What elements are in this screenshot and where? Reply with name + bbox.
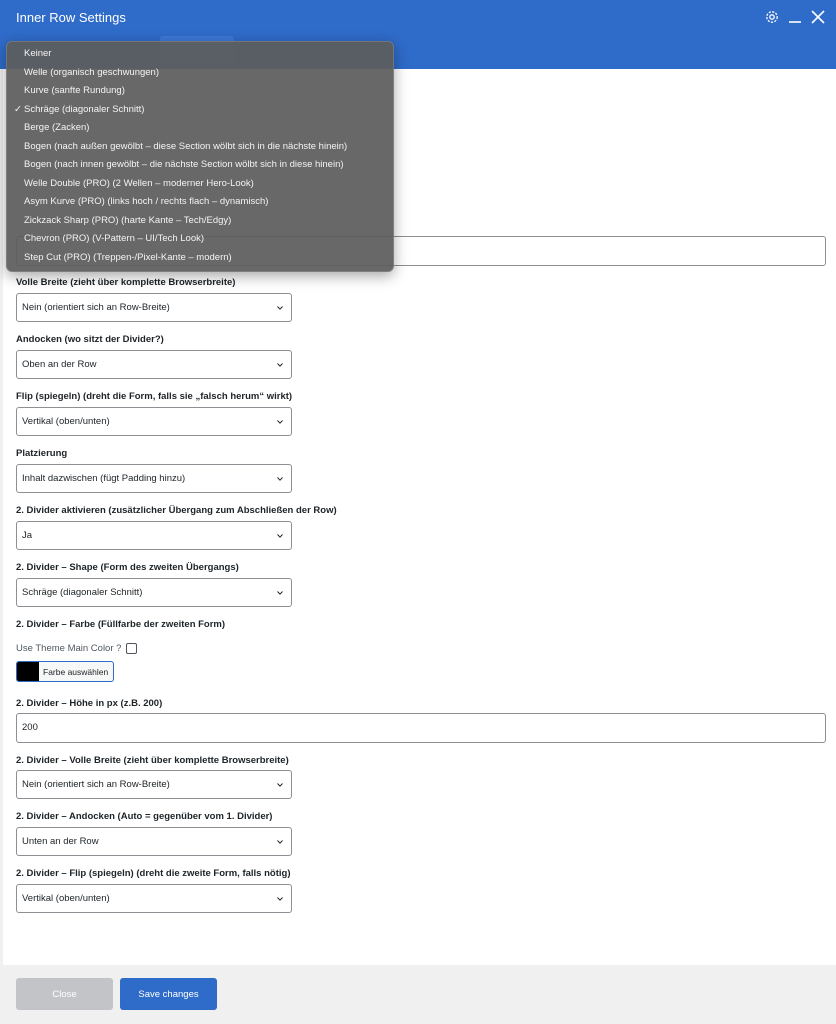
- divider2-shape-label: 2. Divider – Shape (Form des zweiten Übergangs): [16, 562, 239, 573]
- divider2-flip-value: Vertikal (oben/unten): [22, 893, 110, 904]
- shape-dropdown-menu: [6, 41, 394, 272]
- divider2-enable-value: Ja: [22, 530, 33, 541]
- dropdown-option[interactable]: Berge (Zacken): [24, 122, 90, 133]
- dropdown-option[interactable]: Asym Kurve (PRO) (links hoch / rechts flach – dynamisch): [24, 196, 269, 207]
- divider2-height-value: 200: [22, 722, 38, 733]
- dropdown-option[interactable]: Bogen (nach außen gewölbt – diese Section wölbt sich in die nächste hinein): [24, 140, 348, 152]
- chevron-down-icon: [277, 782, 283, 788]
- minimize-icon[interactable]: [788, 9, 802, 25]
- panel-left-border: [0, 69, 3, 1024]
- theme-color-checkbox[interactable]: [126, 643, 137, 654]
- placement-value: Inhalt dazwischen (fügt Padding hinzu): [22, 473, 186, 484]
- chevron-down-icon: [277, 590, 283, 596]
- full-width-value: Nein (orientiert sich an Row-Breite): [22, 302, 170, 313]
- divider2-color-label: 2. Divider – Farbe (Füllfarbe der zweiten Form): [16, 619, 226, 630]
- dropdown-option-selected[interactable]: ✓ Schräge (diagonaler Schnitt): [7, 101, 393, 119]
- divider2-flip-label: 2. Divider – Flip (spiegeln) (dreht die zweite Form, falls nötig): [16, 868, 291, 879]
- chevron-down-icon: [277, 896, 283, 902]
- dropdown-option[interactable]: Step Cut (PRO) (Treppen-/Pixel-Kante – modern): [24, 251, 232, 263]
- divider2-full-width-select[interactable]: [16, 770, 292, 799]
- divider2-height-input[interactable]: [16, 713, 826, 743]
- color-swatch: [17, 662, 39, 681]
- chevron-down-icon: [277, 305, 283, 311]
- placement-label: Platzierung: [16, 448, 68, 459]
- divider2-dock-select[interactable]: [16, 827, 292, 856]
- gear-icon[interactable]: [764, 9, 780, 25]
- theme-color-row: [16, 643, 137, 654]
- dock-value: Oben an der Row: [22, 359, 97, 370]
- dropdown-option[interactable]: Welle Double (PRO) (2 Wellen – moderner Hero-Look): [24, 177, 254, 189]
- chevron-down-icon: [277, 362, 283, 368]
- divider2-enable-select[interactable]: [16, 521, 292, 550]
- divider2-shape-select[interactable]: [16, 578, 292, 607]
- divider2-shape-value: Schräge (diagonaler Schnitt): [22, 587, 143, 598]
- full-width-select[interactable]: [16, 293, 292, 322]
- chevron-down-icon: [277, 839, 283, 845]
- dropdown-option[interactable]: Chevron (PRO) (V-Pattern – UI/Tech Look): [24, 233, 205, 244]
- color-picker-label: Farbe auswählen: [43, 666, 109, 677]
- divider2-full-width-value: Nein (orientiert sich an Row-Breite): [22, 779, 170, 790]
- checkmark-icon: ✓: [14, 103, 22, 115]
- dock-label: Andocken (wo sitzt der Divider?): [16, 334, 164, 345]
- dock-select[interactable]: [16, 350, 292, 379]
- flip-select[interactable]: [16, 407, 292, 436]
- chevron-down-icon: [277, 476, 283, 482]
- divider2-enable-label: 2. Divider aktivieren (zusätzlicher Übergang zum Abschließen der Row): [16, 505, 337, 516]
- chevron-down-icon: [277, 533, 283, 539]
- dropdown-option[interactable]: Welle (organisch geschwungen): [24, 66, 160, 78]
- divider2-height-label: 2. Divider – Höhe in px (z.B. 200): [16, 698, 163, 709]
- dropdown-option[interactable]: Bogen (nach innen gewölbt – die nächste Section wölbt sich in diese hinein): [24, 159, 344, 170]
- divider2-dock-label: 2. Divider – Andocken (Auto = gegenüber vom 1. Divider): [16, 811, 273, 822]
- dropdown-option[interactable]: Kurve (sanfte Rundung): [24, 85, 125, 96]
- divider2-full-width-label: 2. Divider – Volle Breite (zieht über komplette Browserbreite): [16, 755, 289, 766]
- color-picker-button[interactable]: [16, 661, 114, 682]
- flip-label: Flip (spiegeln) (dreht die Form, falls sie „falsch herum“ wirkt): [16, 391, 293, 402]
- modal-title: Inner Row Settings: [16, 10, 126, 25]
- close-button[interactable]: Close: [16, 978, 113, 1010]
- divider2-flip-select[interactable]: [16, 884, 292, 913]
- placement-select[interactable]: [16, 464, 292, 493]
- dropdown-option[interactable]: Keiner: [24, 48, 52, 59]
- close-icon[interactable]: [810, 9, 826, 25]
- flip-value: Vertikal (oben/unten): [22, 416, 110, 427]
- full-width-label: Volle Breite (zieht über komplette Browserbreite): [16, 277, 236, 288]
- chevron-down-icon: [277, 419, 283, 425]
- save-changes-button[interactable]: Save changes: [120, 978, 217, 1010]
- header-controls: [764, 9, 826, 25]
- dropdown-option[interactable]: Zickzack Sharp (PRO) (harte Kante – Tech/Edgy): [24, 214, 232, 226]
- divider2-dock-value: Unten an der Row: [22, 836, 99, 847]
- theme-color-label: Use Theme Main Color ?: [16, 643, 122, 654]
